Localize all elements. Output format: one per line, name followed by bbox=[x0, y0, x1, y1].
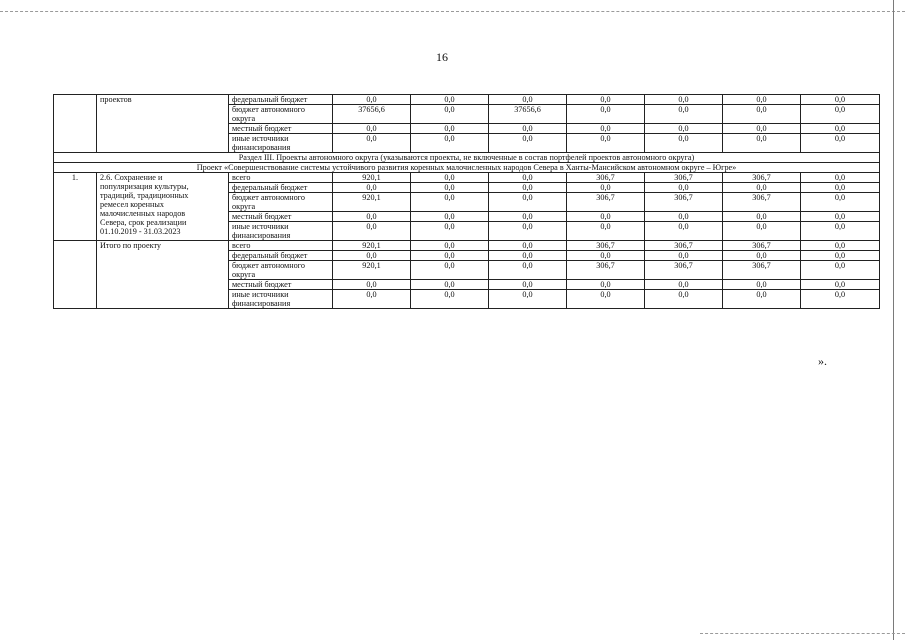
value-cell: 0,0 bbox=[645, 95, 723, 105]
project-title-row bbox=[54, 163, 880, 173]
value-cell: 0,0 bbox=[411, 241, 489, 251]
value-cell: 306,7 bbox=[645, 241, 723, 251]
value-cell: 306,7 bbox=[723, 193, 801, 212]
value-cell: 0,0 bbox=[333, 212, 411, 222]
value-cell: 0,0 bbox=[801, 222, 880, 241]
value-cell: 0,0 bbox=[411, 124, 489, 134]
value-cell: 0,0 bbox=[645, 251, 723, 261]
value-cell: 0,0 bbox=[333, 251, 411, 261]
value-cell: 0,0 bbox=[411, 134, 489, 153]
value-cell: 0,0 bbox=[801, 183, 880, 193]
value-cell: 0,0 bbox=[801, 280, 880, 290]
value-cell: 0,0 bbox=[489, 290, 567, 309]
value-cell: 0,0 bbox=[801, 261, 880, 280]
category-cell: федеральный бюджет bbox=[229, 251, 333, 261]
value-cell: 0,0 bbox=[567, 222, 645, 241]
value-cell: 306,7 bbox=[723, 261, 801, 280]
value-cell: 0,0 bbox=[411, 290, 489, 309]
project-title: Проект «Совершенствование системы устойчивого развития коренных малочисленных народов Севера в Ханты-Мансийском автономном округе – Югре» bbox=[54, 163, 880, 173]
value-cell: 306,7 bbox=[723, 241, 801, 251]
value-cell: 0,0 bbox=[723, 183, 801, 193]
value-cell: 0,0 bbox=[645, 290, 723, 309]
value-cell: 0,0 bbox=[333, 280, 411, 290]
category-cell: иные источники финансирования bbox=[229, 290, 333, 309]
value-cell: 306,7 bbox=[567, 261, 645, 280]
category-cell: бюджет автономного округа bbox=[229, 105, 333, 124]
category-cell: бюджет автономного округа bbox=[229, 261, 333, 280]
scan-edge-top bbox=[0, 11, 905, 14]
value-cell: 0,0 bbox=[801, 95, 880, 105]
category-cell: местный бюджет bbox=[229, 280, 333, 290]
value-cell: 0,0 bbox=[489, 261, 567, 280]
value-cell: 0,0 bbox=[801, 251, 880, 261]
value-cell: 0,0 bbox=[801, 105, 880, 124]
value-cell: 0,0 bbox=[801, 241, 880, 251]
value-cell: 0,0 bbox=[567, 124, 645, 134]
value-cell: 0,0 bbox=[567, 183, 645, 193]
value-cell: 37656,6 bbox=[333, 105, 411, 124]
value-cell: 0,0 bbox=[567, 290, 645, 309]
value-cell: 0,0 bbox=[489, 95, 567, 105]
value-cell: 0,0 bbox=[723, 105, 801, 124]
value-cell: 0,0 bbox=[411, 212, 489, 222]
project-name-line: Севера, срок реализации bbox=[100, 218, 187, 227]
value-cell: 0,0 bbox=[645, 183, 723, 193]
value-cell: 0,0 bbox=[723, 134, 801, 153]
category-cell: иные источники финансирования bbox=[229, 134, 333, 153]
program-label-cell: проектов bbox=[97, 95, 229, 153]
value-cell: 0,0 bbox=[801, 212, 880, 222]
value-cell: 306,7 bbox=[645, 193, 723, 212]
scan-edge-bottom bbox=[700, 633, 905, 635]
value-cell: 0,0 bbox=[645, 280, 723, 290]
section-title-row bbox=[54, 153, 880, 163]
value-cell: 306,7 bbox=[645, 261, 723, 280]
value-cell: 0,0 bbox=[411, 251, 489, 261]
value-cell: 0,0 bbox=[645, 222, 723, 241]
project-name-line: ремесел коренных bbox=[100, 200, 164, 209]
value-cell: 0,0 bbox=[411, 193, 489, 212]
value-cell: 0,0 bbox=[489, 222, 567, 241]
category-cell: федеральный бюджет bbox=[229, 183, 333, 193]
total-label: Итого по проекту bbox=[97, 241, 229, 309]
table-row bbox=[54, 173, 880, 183]
scan-edge-right bbox=[893, 0, 896, 640]
value-cell: 920,1 bbox=[333, 193, 411, 212]
value-cell: 0,0 bbox=[489, 212, 567, 222]
value-cell: 920,1 bbox=[333, 241, 411, 251]
category-cell: бюджет автономного округа bbox=[229, 193, 333, 212]
value-cell: 306,7 bbox=[645, 173, 723, 183]
value-cell: 0,0 bbox=[723, 222, 801, 241]
section-title: Раздел III. Проекты автономного округа (указываются проекты, не включенные в состав портфелей проектов автономного округа) bbox=[54, 153, 880, 163]
value-cell: 0,0 bbox=[489, 251, 567, 261]
value-cell: 0,0 bbox=[645, 134, 723, 153]
value-cell: 0,0 bbox=[489, 183, 567, 193]
value-cell: 0,0 bbox=[333, 124, 411, 134]
value-cell: 0,0 bbox=[411, 105, 489, 124]
project-name-line: популяризация культуры, bbox=[100, 182, 189, 191]
page-number: 16 bbox=[436, 50, 448, 64]
closing-quote-mark: ». bbox=[818, 354, 827, 368]
category-cell: иные источники финансирования bbox=[229, 222, 333, 241]
value-cell: 0,0 bbox=[645, 212, 723, 222]
project-name-line: малочисленных народов bbox=[100, 209, 186, 218]
table-row bbox=[54, 241, 880, 251]
value-cell: 0,0 bbox=[567, 95, 645, 105]
value-cell: 0,0 bbox=[801, 124, 880, 134]
value-cell: 0,0 bbox=[723, 251, 801, 261]
value-cell: 0,0 bbox=[567, 280, 645, 290]
value-cell: 306,7 bbox=[723, 173, 801, 183]
value-cell: 0,0 bbox=[411, 222, 489, 241]
value-cell: 0,0 bbox=[489, 193, 567, 212]
value-cell: 0,0 bbox=[723, 124, 801, 134]
value-cell: 0,0 bbox=[567, 134, 645, 153]
project-name bbox=[97, 173, 229, 241]
project-name-line: 2.6. Сохранение и bbox=[100, 173, 163, 182]
financing-table bbox=[53, 94, 880, 309]
category-cell: местный бюджет bbox=[229, 124, 333, 134]
value-cell: 0,0 bbox=[411, 261, 489, 280]
value-cell: 0,0 bbox=[801, 290, 880, 309]
value-cell: 306,7 bbox=[567, 241, 645, 251]
index-cell bbox=[54, 241, 97, 309]
category-cell: местный бюджет bbox=[229, 212, 333, 222]
value-cell: 0,0 bbox=[645, 105, 723, 124]
value-cell: 0,0 bbox=[801, 173, 880, 183]
value-cell: 0,0 bbox=[411, 173, 489, 183]
value-cell: 37656,6 bbox=[489, 105, 567, 124]
value-cell: 0,0 bbox=[801, 193, 880, 212]
value-cell: 0,0 bbox=[723, 212, 801, 222]
value-cell: 0,0 bbox=[723, 95, 801, 105]
project-index: 1. bbox=[54, 173, 97, 241]
value-cell: 0,0 bbox=[333, 290, 411, 309]
category-cell: всего bbox=[229, 173, 333, 183]
value-cell: 0,0 bbox=[567, 105, 645, 124]
value-cell: 0,0 bbox=[411, 95, 489, 105]
project-name-line: 01.10.2019 - 31.03.2023 bbox=[100, 227, 181, 236]
table-row bbox=[54, 95, 880, 105]
value-cell: 0,0 bbox=[411, 183, 489, 193]
project-name-line: традиций, традиционных bbox=[100, 191, 189, 200]
value-cell: 0,0 bbox=[489, 280, 567, 290]
value-cell: 920,1 bbox=[333, 173, 411, 183]
index-cell bbox=[54, 95, 97, 153]
value-cell: 0,0 bbox=[801, 134, 880, 153]
value-cell: 306,7 bbox=[567, 193, 645, 212]
value-cell: 0,0 bbox=[567, 251, 645, 261]
category-cell: федеральный бюджет bbox=[229, 95, 333, 105]
value-cell: 0,0 bbox=[333, 134, 411, 153]
value-cell: 0,0 bbox=[489, 173, 567, 183]
value-cell: 0,0 bbox=[333, 183, 411, 193]
value-cell: 0,0 bbox=[333, 222, 411, 241]
value-cell: 0,0 bbox=[333, 95, 411, 105]
category-cell: всего bbox=[229, 241, 333, 251]
value-cell: 920,1 bbox=[333, 261, 411, 280]
value-cell: 0,0 bbox=[723, 280, 801, 290]
value-cell: 0,0 bbox=[489, 134, 567, 153]
value-cell: 0,0 bbox=[567, 212, 645, 222]
value-cell: 0,0 bbox=[645, 124, 723, 134]
value-cell: 306,7 bbox=[567, 173, 645, 183]
value-cell: 0,0 bbox=[489, 241, 567, 251]
value-cell: 0,0 bbox=[489, 124, 567, 134]
value-cell: 0,0 bbox=[411, 280, 489, 290]
value-cell: 0,0 bbox=[723, 290, 801, 309]
